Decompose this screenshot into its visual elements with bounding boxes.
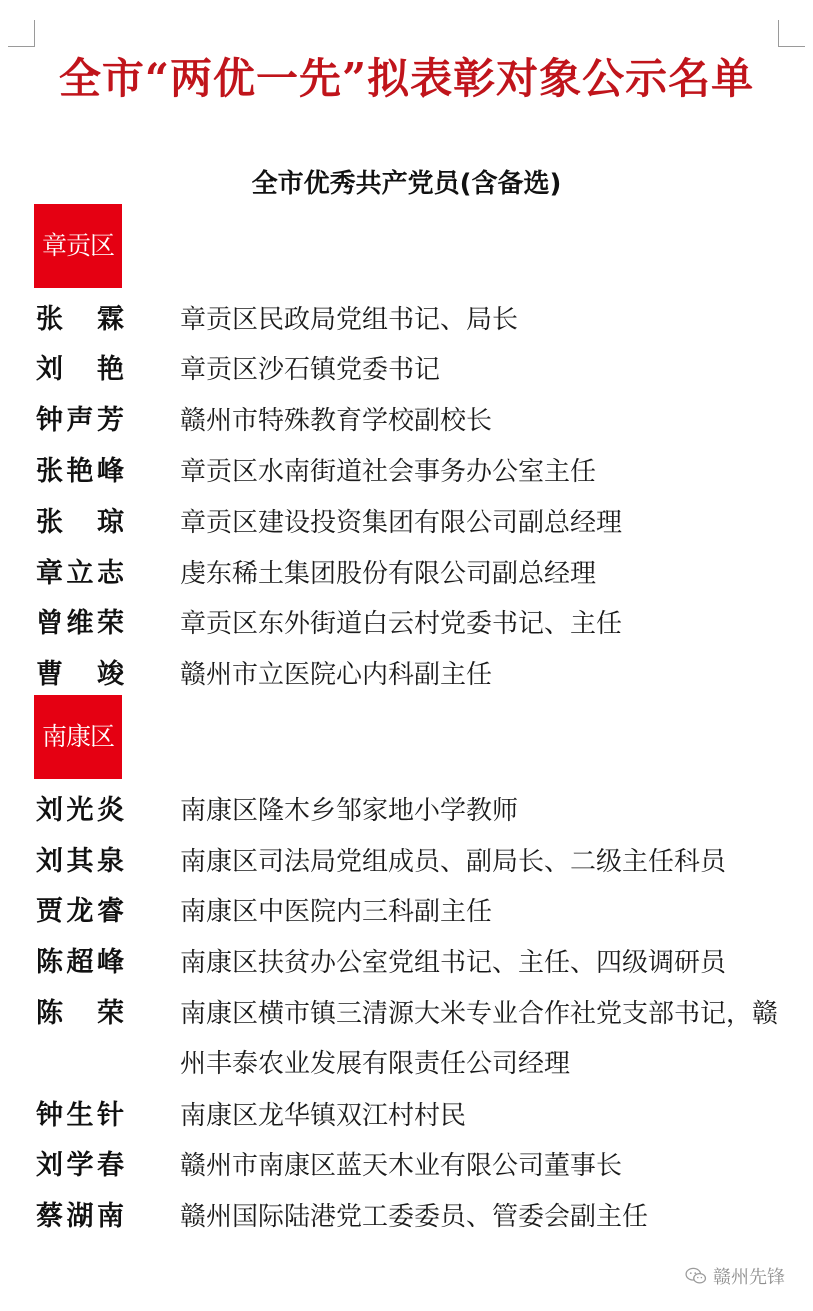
person-title: 章贡区东外街道白云村党委书记、主任 <box>180 609 623 639</box>
person-name: 张 琼 <box>36 507 124 538</box>
wechat-icon <box>685 1267 707 1285</box>
person-title: 章贡区建设投资集团有限公司副总经理 <box>180 508 623 538</box>
person-name: 刘学春 <box>36 1150 124 1181</box>
person-title: 赣州市特殊教育学校副校长 <box>180 406 493 436</box>
person-name: 刘 艳 <box>36 354 124 385</box>
person-name: 陈 荣 <box>36 998 124 1029</box>
person-name: 钟生针 <box>36 1100 124 1131</box>
person-title: 南康区司法局党组成员、副局长、二级主任科员 <box>180 847 727 877</box>
person-title: 赣州国际陆港党工委委员、管委会副主任 <box>180 1202 649 1232</box>
person-title: 章贡区沙石镇党委书记 <box>180 355 441 385</box>
person-title: 赣州市立医院心内科副主任 <box>180 660 493 690</box>
person-name: 钟声芳 <box>36 405 124 436</box>
person-title: 虔东稀土集团股份有限公司副总经理 <box>180 559 597 589</box>
person-title: 南康区中医院内三科副主任 <box>180 897 493 927</box>
person-name: 张 霖 <box>36 304 124 335</box>
person-title: 南康区龙华镇双江村村民 <box>180 1101 467 1131</box>
person-name: 贾龙睿 <box>36 896 124 927</box>
person-title: 南康区隆木乡邹家地小学教师 <box>180 796 519 826</box>
district-badge-zhanggong: 章贡区 <box>34 204 122 288</box>
section-subtitle: 全市优秀共产党员(含备选) <box>251 169 562 199</box>
person-name: 曾维荣 <box>36 608 124 639</box>
person-title: 章贡区民政局党组书记、局长 <box>180 305 519 335</box>
person-title: 赣州市南康区蓝天木业有限公司董事长 <box>180 1151 623 1181</box>
watermark <box>685 1263 785 1289</box>
watermark-text: 赣州先锋 <box>713 1267 785 1288</box>
page-corner-mark-right <box>778 20 805 47</box>
person-name: 曹 竣 <box>36 659 124 690</box>
person-name: 张艳峰 <box>36 456 124 487</box>
page-corner-mark-left <box>8 20 35 47</box>
district-badge-nankang: 南康区 <box>34 695 122 779</box>
person-name: 章立志 <box>36 558 124 589</box>
person-title: 章贡区水南街道社会事务办公室主任 <box>180 457 597 487</box>
page-title: 全市“两优一先”拟表彰对象公示名单 <box>58 54 755 103</box>
person-name: 蔡湖南 <box>36 1201 124 1232</box>
person-title: 南康区横市镇三清源大米专业合作社党支部书记，赣州丰泰农业发展有限责任公司经理 <box>180 999 779 1079</box>
person-name: 刘其泉 <box>36 846 124 877</box>
person-name: 陈超峰 <box>36 947 124 978</box>
person-name: 刘光炎 <box>36 795 124 826</box>
person-title: 南康区扶贫办公室党组书记、主任、四级调研员 <box>180 948 727 978</box>
